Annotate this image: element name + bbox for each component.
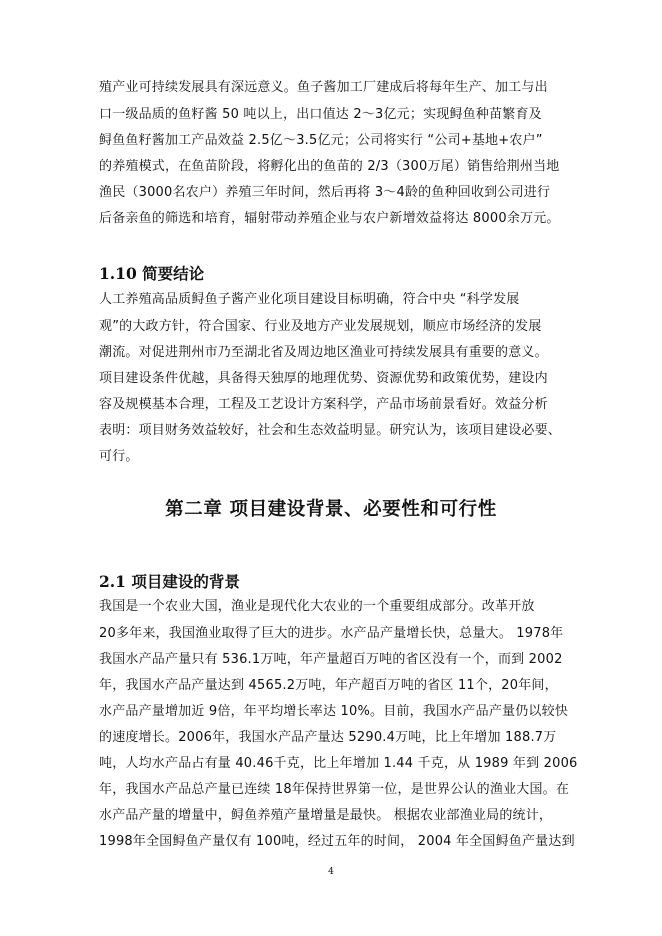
paragraph-line: 观”的大政方针，符合国家、行业及地方产业发展规划，顺应市场经济的发展 [99, 319, 542, 334]
paragraph-line: 水产品产量的增量中，鲟鱼养殖产量增量是最快。 根据农业部渔业局的统计， [99, 808, 553, 823]
paragraph-line: 吨，人均水产品占有量 40.46千克，比上年增加 1.44 千克，从 1989 年到 2006 [99, 756, 578, 771]
chapter-title: 第二章 项目建设背景、必要性和可行性 [165, 499, 497, 520]
paragraph-line: 20多年来，我国渔业取得了巨大的进步。水产品产量增长快，总量大。 1978年 [99, 626, 564, 641]
paragraph-line: 人工养殖高品质鲟鱼子酱产业化项目建设目标明确，符合中央 “科学发展 [99, 292, 520, 307]
paragraph-line: 年，我国水产品总产量已连续 18年保持世界第一位，是世界公认的渔业大国。在 [99, 782, 570, 797]
paragraph-line: 可行。 [99, 449, 139, 464]
paragraph-line: 项目建设条件优越，具备得天独厚的地理优势、资源优势和政策优势，建设内 [99, 371, 548, 386]
section-heading-1-10: 1.10 简要结论 [99, 264, 205, 283]
paragraph-line: 我国是一个农业大国，渔业是现代化大农业的一个重要组成部分。改革开放 [99, 599, 535, 614]
section-heading-2-1: 2.1 项目建设的背景 [99, 572, 240, 591]
paragraph-line: 后备亲鱼的筛选和培育，辐射带动养殖企业与农户新增效益将达 8000余万元。 [99, 211, 560, 226]
paragraph-line: 潮流。对促进荆州市乃至湖北省及周边地区渔业可持续发展具有重要的意义。 [99, 345, 548, 360]
paragraph-line: 我国水产品产量只有 536.1万吨，年产量超百万吨的省区没有一个，而到 2002 [99, 652, 563, 667]
paragraph-line: 的速度增长。2006年，我国水产品产量达 5290.4万吨，比上年增加 188.7万 [99, 730, 557, 745]
page-number: 4 [328, 867, 334, 877]
paragraph-line: 渔民（3000名农户）养殖三年时间，然后再将 3～4龄的鱼种回收到公司进行 [99, 185, 551, 200]
paragraph-line: 年，我国水产品产量达到 4565.2万吨，年产超百万吨的省区 11个，20年间， [99, 678, 558, 693]
paragraph-line: 1998年全国鲟鱼产量仅有 100吨，经过五年的时间， 2004 年全国鲟鱼产量达到 [99, 834, 575, 849]
paragraph-line: 水产品产量增加近 9倍，年平均增长率达 10%。目前，我国水产品产量仍以较快 [99, 704, 569, 719]
paragraph-line: 殖产业可持续发展具有深远意义。鱼子酱加工厂建成后将每年生产、加工与出 [99, 80, 548, 95]
paragraph-line: 鲟鱼鱼籽酱加工产品效益 2.5亿～3.5亿元；公司将实行 “公司+基地+农户” [99, 133, 543, 148]
paragraph-line: 口一级品质的鱼籽酱 50 吨以上，出口值达 2～3亿元；实现鲟鱼种苗繁育及 [99, 107, 542, 122]
paragraph-line: 表明：项目财务效益较好，社会和生态效益明显。研究认为，该项目建设必要、 [99, 423, 562, 438]
paragraph-line: 的养殖模式，在鱼苗阶段，将孵化出的鱼苗的 2/3（300万尾）销售给荆州当地 [99, 159, 560, 174]
paragraph-line: 容及规模基本合理，工程及工艺设计方案科学，产品市场前景看好。效益分析 [99, 397, 548, 412]
